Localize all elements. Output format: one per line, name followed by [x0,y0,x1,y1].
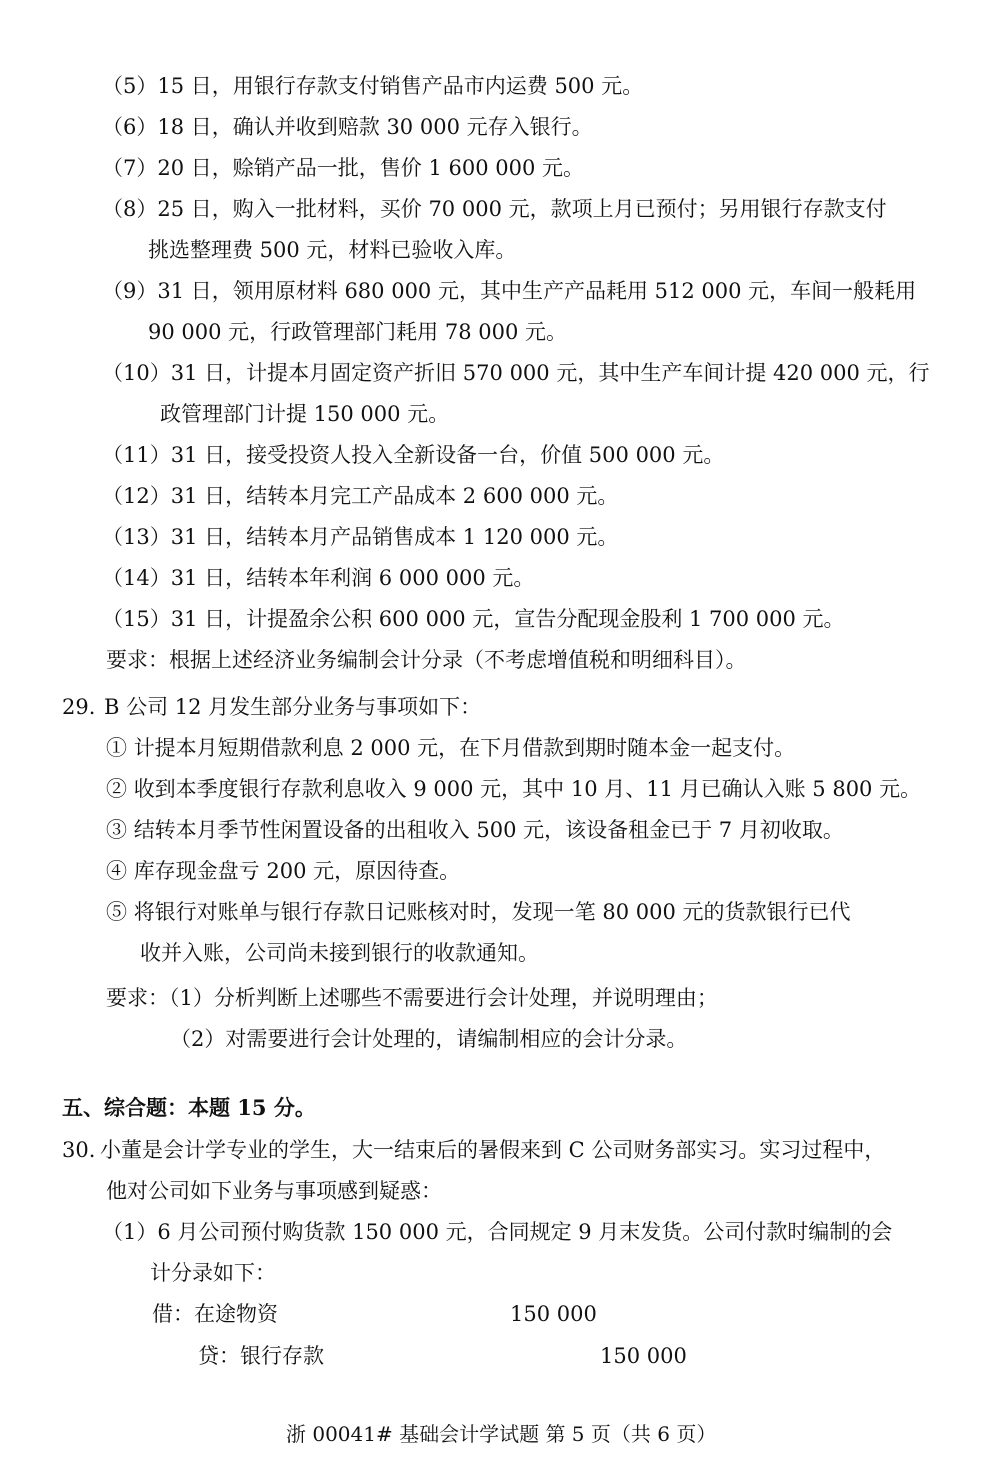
item-6 [102,113,593,141]
item-number: （13） [102,525,171,549]
item-text: 31 日，结转本月产品销售成本 1 120 000 元。 [170,525,619,549]
q29-event-2 [106,775,921,803]
circled-number: ⑤ [106,900,127,924]
event-text: 计提本月短期借款利息 2 000 元，在下月借款到期时随本金一起支付。 [133,736,796,760]
item-15 [102,605,845,633]
item-12 [102,482,618,510]
page-footer: 浙 00041# 基础会计学试题 第 5 页（共 6 页） [286,1422,717,1446]
item-10-continuation: 政管理部门计提 150 000 元。 [160,402,450,426]
q29-event-5-continuation: 收并入账，公司尚未接到银行的收款通知。 [140,941,539,965]
q29-event-5 [106,898,851,926]
item-text: 31 日，计提盈余公积 600 000 元，宣告分配现金股利 1 700 000 元。 [170,607,845,631]
item-9 [102,277,916,305]
item-text: 31 日，结转本月完工产品成本 2 600 000 元。 [170,484,619,508]
item-text: 25 日，购入一批材料，买价 70 000 元，款项上月已预付；另用银行存款支付 [157,197,887,221]
item-number: （10） [102,361,171,385]
q30-sub-1 [102,1218,892,1246]
item-number: （6） [102,115,158,139]
q29-event-1 [106,734,795,762]
item-8-continuation: 挑选整理费 500 元，材料已验收入库。 [148,238,517,262]
item-number: （14） [102,566,171,590]
circled-number: ② [106,777,127,801]
event-text: 结转本月季节性闲置设备的出租收入 500 元，该设备租金已于 7 月初收取。 [133,818,844,842]
q30-line-2: 他对公司如下业务与事项感到疑惑： [106,1179,442,1203]
item-13 [102,523,618,551]
q28-requirement: 要求：根据上述经济业务编制会计分录（不考虑增值税和明细科目）。 [106,648,747,672]
q29-requirement-1: 要求：（1）分析判断上述哪些不需要进行会计处理，并说明理由； [106,986,718,1010]
item-number: （9） [102,279,158,303]
q29-requirement-2: （2）对需要进行会计处理的，请编制相应的会计分录。 [170,1027,688,1051]
debit-label: 借：在途物资 [152,1302,278,1326]
event-text: 库存现金盘亏 200 元，原因待查。 [133,859,461,883]
q30-line-1: 小董是会计学专业的学生，大一结束后的暑假来到 C 公司财务部实习。实习过程中， [100,1138,886,1162]
item-number: （12） [102,484,171,508]
q29-event-3 [106,816,844,844]
item-text: 31 日，结转本年利润 6 000 000 元。 [170,566,535,590]
credit-label: 贷：银行存款 [198,1344,324,1368]
item-14 [102,564,534,592]
q29-number: 29. [62,695,96,719]
credit-amount: 150 000 [600,1344,687,1368]
q29-event-4 [106,857,460,885]
event-text: 将银行对账单与银行存款日记账核对时，发现一笔 80 000 元的货款银行已代 [133,900,851,924]
item-7 [102,154,584,182]
item-text: 18 日，确认并收到赔款 30 000 元存入银行。 [157,115,593,139]
item-text: 31 日，领用原材料 680 000 元，其中生产产品耗用 512 000 元，车间一般耗用 [157,279,917,303]
item-number: （15） [102,607,171,631]
q30-sub-1-continuation: 计分录如下： [150,1261,276,1285]
item-text: 31 日，接受投资人投入全新设备一台，价值 500 000 元。 [170,443,725,467]
item-text: 20 日，赊销产品一批，售价 1 600 000 元。 [157,156,584,180]
sub-number: （1） [102,1220,158,1244]
item-8 [102,195,887,223]
item-5 [102,72,643,100]
item-text: 15 日，用银行存款支付销售产品市内运费 500 元。 [157,74,644,98]
event-text: 收到本季度银行存款利息收入 9 000 元，其中 10 月、11 月已确认入账 5 800 元。 [133,777,922,801]
circled-number: ① [106,736,127,760]
item-number: （8） [102,197,158,221]
item-number: （7） [102,156,158,180]
item-9-continuation: 90 000 元，行政管理部门耗用 78 000 元。 [148,320,567,344]
item-number: （11） [102,443,171,467]
item-10 [102,359,930,387]
sub-text: 6 月公司预付购货款 150 000 元，合同规定 9 月末发货。公司付款时编制的会 [157,1220,893,1244]
item-number: （5） [102,74,158,98]
q29-intro: B 公司 12 月发生部分业务与事项如下： [104,695,482,719]
item-text: 31 日，计提本月固定资产折旧 570 000 元，其中生产车间计提 420 000 元，行 [170,361,930,385]
debit-amount: 150 000 [510,1302,597,1326]
q30-number: 30. [62,1138,96,1162]
circled-number: ④ [106,859,127,883]
item-11 [102,441,724,469]
section-heading: 五、综合题：本题 15 分。 [62,1095,316,1120]
circled-number: ③ [106,818,127,842]
